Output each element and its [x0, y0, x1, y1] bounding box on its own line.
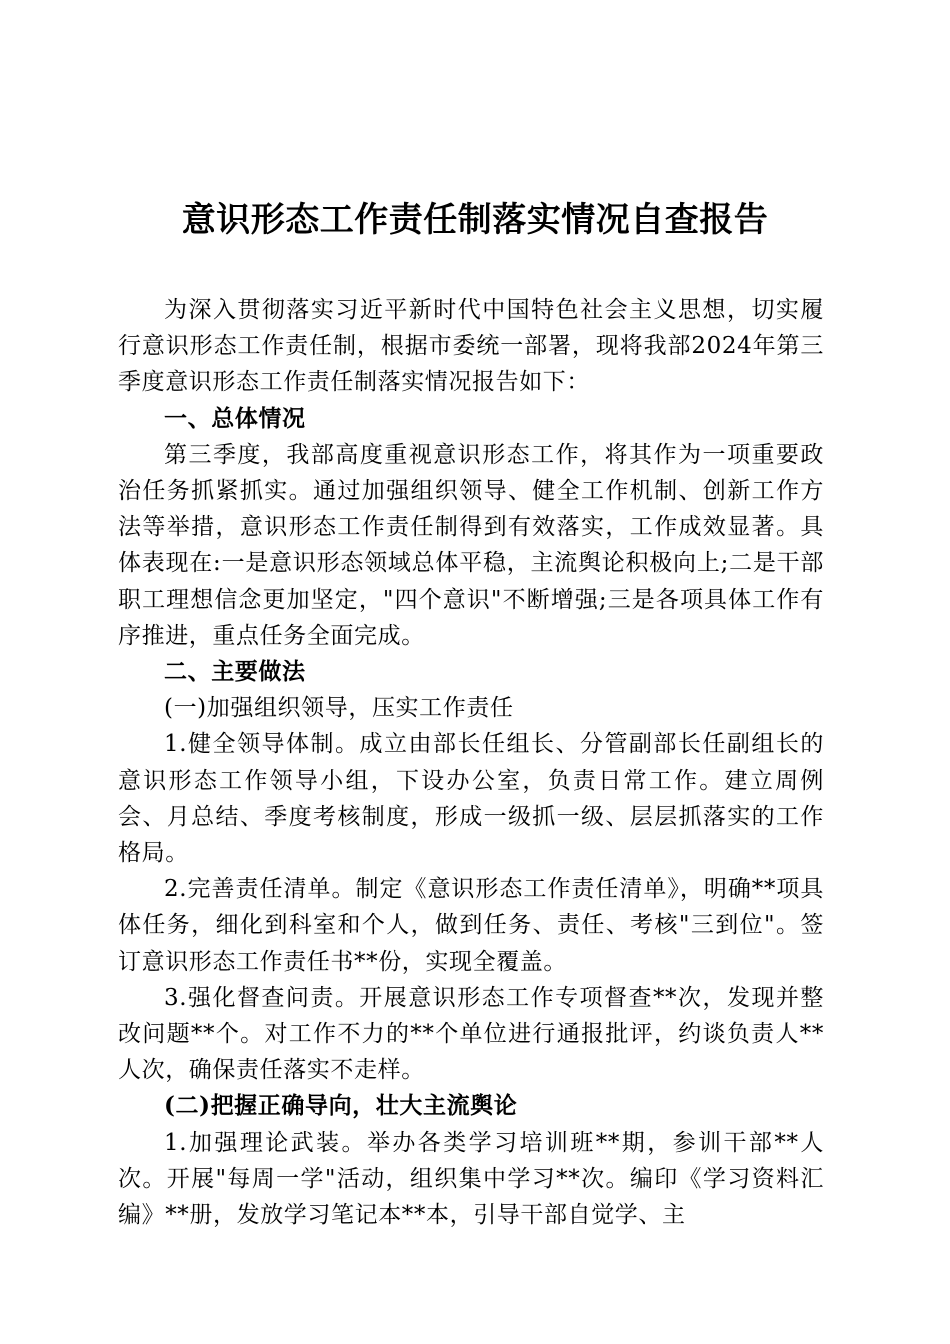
overview-paragraph: 第三季度，我部高度重视意识形态工作，将其作为一项重要政治任务抓紧抓实。通过加强组织领导、健全工作机制、创新工作方法等举措，意识形态工作责任制得到有效落实，工作成效显著。具体表现在:一是意识形态领域总体平稳，主流舆论积极向上;二是干部职工理想信念更加坚定，"四个意识"不断增强;三是各项具体工作有序推进，重点任务全面完成。 [118, 441, 824, 649]
document-body [118, 292, 824, 1233]
item-responsibility-list: 2.完善责任清单。制定《意识形态工作责任清单》，明确**项具体任务，细化到科室和个人，做到任务、责任、考核"三到位"。签订意识形态工作责任书**份，实现全覆盖。 [118, 876, 824, 975]
intro-paragraph: 为深入贯彻落实习近平新时代中国特色社会主义思想，切实履行意识形态工作责任制，根据市委统一部署，现将我部2024年第三季度意识形态工作责任制落实情况报告如下： [118, 297, 824, 396]
section-heading-overview: 一、总体情况 [164, 404, 306, 432]
item-leadership-system: 1.健全领导体制。成立由部长任组长、分管副部长任副组长的意识形态工作领导小组，下设办公室，负责日常工作。建立周例会、月总结、季度考核制度，形成一级抓一级、层层抓落实的工作格局。 [118, 731, 824, 867]
subheading-correct-orientation: (二)把握正确导向，壮大主流舆论 [164, 1092, 518, 1120]
item-theory-study: 1.加强理论武装。举办各类学习培训班**期，参训干部**人次。开展"每周一学"活动，组织集中学习**次。编印《学习资料汇编》**册，发放学习笔记本**本，引导干部自觉学、主 [118, 1129, 824, 1229]
subheading-organization-leadership: (一)加强组织领导，压实工作责任 [164, 695, 514, 722]
document-title: 意识形态工作责任制落实情况自查报告 [181, 200, 769, 240]
item-supervision-accountability: 3.强化督查问责。开展意识形态工作专项督查**次，发现并整改问题**个。对工作不力的**个单位进行通报批评，约谈负责人**人次，确保责任落实不走样。 [118, 984, 824, 1084]
section-heading-main-practices: 二、主要做法 [164, 658, 306, 686]
